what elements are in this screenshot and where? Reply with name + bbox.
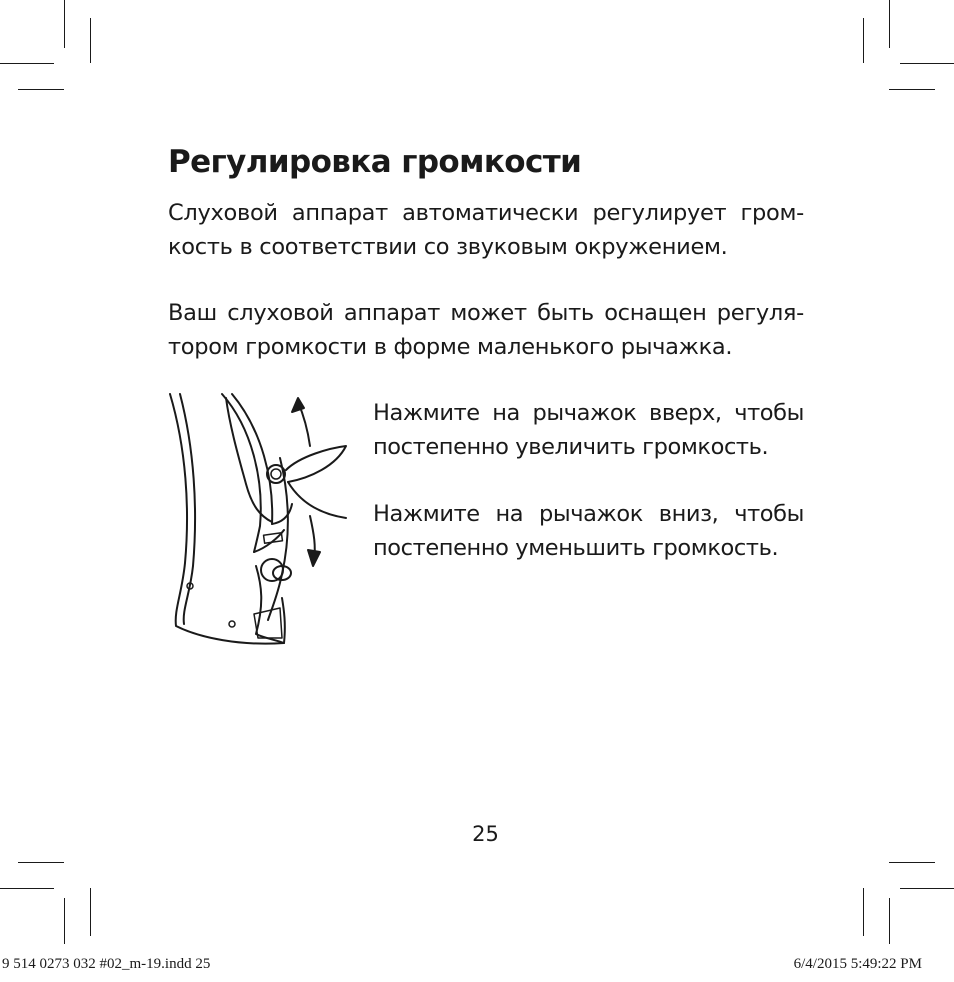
- crop-mark: [863, 888, 864, 936]
- intro-line-1: Слуховой аппарат автоматически регулирует гром-: [168, 200, 804, 226]
- crop-mark: [64, 898, 65, 944]
- crop-mark: [18, 89, 64, 90]
- print-slug-datetime: 6/4/2015 5:49:22 PM: [793, 956, 922, 972]
- hearing-aid-illustration: [160, 388, 350, 650]
- crop-mark: [889, 898, 890, 944]
- crop-mark: [863, 18, 864, 63]
- crop-mark: [889, 862, 935, 863]
- instruction-down: [373, 497, 804, 565]
- page-title: Регулировка громкости: [168, 144, 582, 180]
- instruction-up-line-1: Нажмите на рычажок вверх, чтобы: [373, 400, 804, 426]
- crop-mark: [889, 0, 890, 48]
- crop-mark: [900, 888, 954, 889]
- feature-paragraph: [168, 296, 804, 364]
- push-button: [261, 559, 283, 581]
- crop-mark: [0, 888, 54, 889]
- feature-line-2: тором громкости в форме маленького рычажка.: [168, 334, 733, 360]
- feature-line-1: Ваш слуховой аппарат может быть оснащен регуля-: [168, 300, 804, 326]
- crop-mark: [18, 862, 64, 863]
- intro-line-2: кость в соответствии со звуковым окружением.: [168, 234, 728, 260]
- crop-mark: [900, 63, 954, 64]
- crop-mark: [90, 888, 91, 936]
- page-number: 25: [472, 822, 499, 846]
- instruction-down-line-1: Нажмите на рычажок вниз, чтобы: [373, 501, 804, 527]
- intro-paragraph: [168, 196, 804, 264]
- instruction-up: [373, 396, 804, 464]
- crop-mark: [0, 63, 54, 64]
- finger-tip: [286, 446, 346, 482]
- print-slug-file: 9 514 0273 032 #02_m-19.indd 25: [2, 956, 211, 972]
- volume-lever: [267, 465, 285, 483]
- crop-mark: [90, 18, 91, 63]
- instruction-up-line-2: постепенно увеличить громкость.: [373, 434, 769, 460]
- instruction-down-line-2: постепенно уменьшить громкость.: [373, 535, 779, 561]
- crop-mark: [64, 0, 65, 48]
- crop-mark: [889, 89, 935, 90]
